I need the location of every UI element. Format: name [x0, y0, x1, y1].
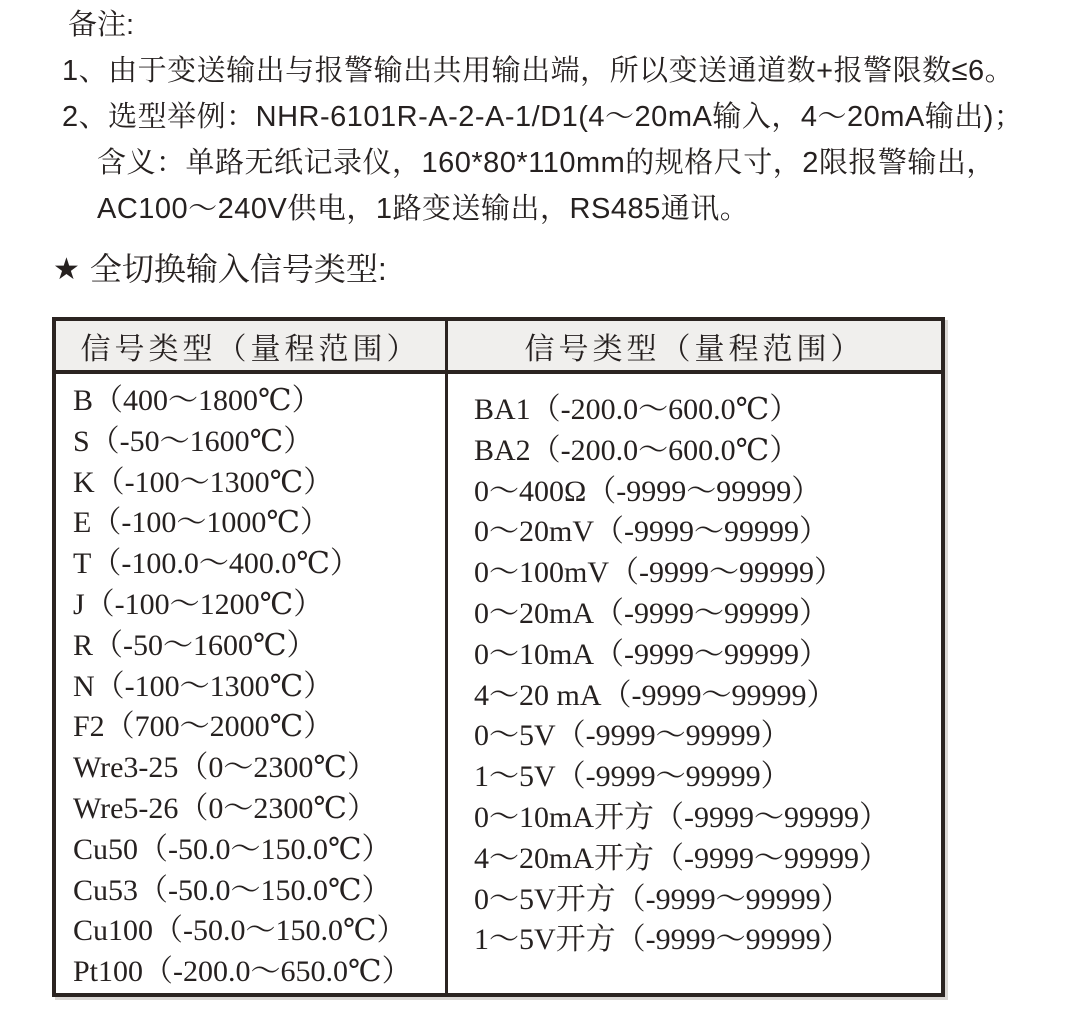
signal-row: 0～20mA（-9999～99999）	[474, 596, 829, 630]
note-line-4: AC100～240V供电，1路变送输出，RS485通讯。	[97, 193, 750, 225]
signal-row: 0～10mA开方（-9999～99999）	[474, 800, 889, 834]
table-body	[56, 374, 941, 993]
table-column-left	[56, 374, 448, 993]
note-line-3: 含义：单路无纸记录仪，160*80*110mm的规格尺寸，2限报警输出，	[97, 147, 996, 179]
signal-row: 0～400Ω（-9999～99999）	[474, 474, 822, 508]
signal-row: J（-100～1200℃）	[73, 587, 324, 621]
signal-row: 1～5V开方（-9999～99999）	[474, 923, 851, 957]
section-heading-text: 全切换输入信号类型:	[89, 251, 387, 287]
note-line-2: 2、选型举例：NHR-6101R-A-2-A-1/D1(4～20mA输入，4～20mA输出)；	[62, 101, 1024, 133]
signal-row: 4～20mA开方（-9999～99999）	[474, 841, 889, 875]
signal-row: B（400～1800℃）	[73, 384, 322, 417]
signal-row: BA2（-200.0～600.0℃）	[474, 433, 800, 467]
signal-row: Cu53（-50.0～150.0℃）	[73, 873, 392, 907]
signal-row: N（-100～1300℃）	[73, 669, 334, 703]
table-header-left: 信号类型（量程范围）	[56, 321, 448, 370]
signal-row: 0～10mA（-9999～99999）	[474, 637, 829, 671]
signal-row: E（-100～1000℃）	[73, 506, 330, 540]
signal-row: 0～5V（-9999～99999）	[474, 719, 791, 753]
signal-row: Wre3-25（0～2300℃）	[73, 751, 377, 785]
signal-row: 0～5V开方（-9999～99999）	[474, 882, 851, 916]
signal-row: S（-50～1600℃）	[73, 424, 314, 458]
signal-row: K（-100～1300℃）	[73, 465, 334, 499]
notes-title: 备注:	[68, 9, 135, 41]
table-header-row	[56, 321, 941, 374]
signal-row: Wre5-26（0～2300℃）	[73, 791, 377, 825]
signal-row: T（-100.0～400.0℃）	[73, 547, 360, 581]
section-heading	[53, 250, 387, 290]
signal-row: R（-50～1600℃）	[73, 628, 317, 662]
star-icon: ★	[53, 253, 80, 286]
signal-row: BA1（-200.0～600.0℃）	[474, 393, 800, 426]
note-line-1: 1、由于变送输出与报警输出共用输出端，所以变送通道数+报警限数≤6。	[62, 55, 1015, 87]
signal-row: 0～20mV（-9999～99999）	[474, 515, 829, 549]
signal-row: Cu100（-50.0～150.0℃）	[73, 914, 407, 948]
signal-row: 1～5V（-9999～99999）	[474, 760, 791, 794]
signal-type-table	[52, 317, 945, 997]
table-column-right	[448, 374, 941, 993]
signal-row: Pt100（-200.0～650.0℃）	[73, 955, 412, 989]
signal-row: 4～20 mA（-9999～99999）	[474, 678, 837, 712]
signal-row: Cu50（-50.0～150.0℃）	[73, 832, 392, 866]
signal-row: 0～100mV（-9999～99999）	[474, 556, 844, 590]
signal-row: F2（700～2000℃）	[73, 710, 334, 744]
table-header-right: 信号类型（量程范围）	[524, 332, 865, 366]
